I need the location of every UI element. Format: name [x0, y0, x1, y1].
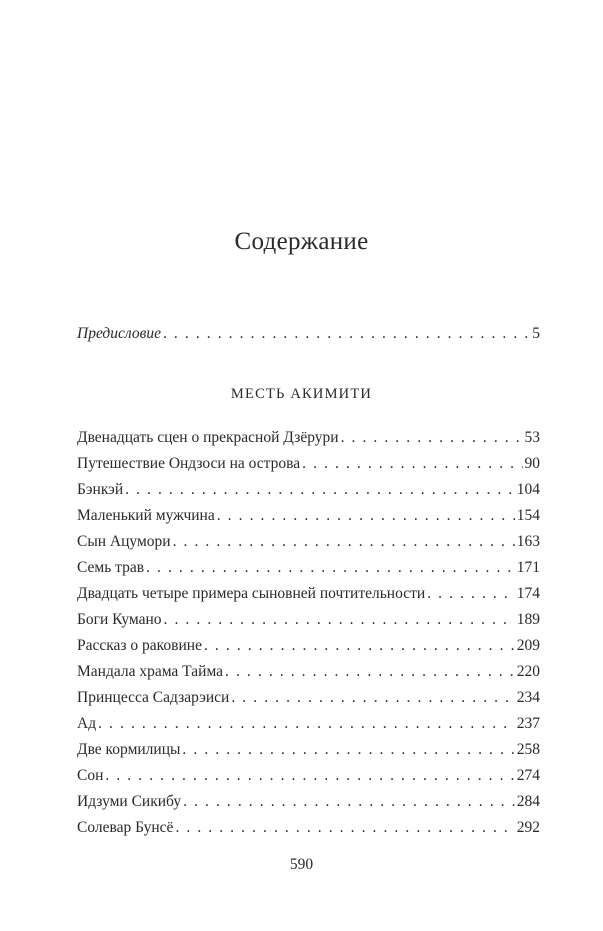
toc-entry-label: Бэнкэй — [77, 481, 124, 498]
toc-entry[interactable] — [77, 740, 540, 760]
toc-entry-label: Солевар Бунсё — [77, 819, 174, 836]
toc-entry[interactable] — [77, 610, 540, 630]
toc-entry-label: Сын Ацумори — [77, 533, 171, 550]
dot-leader — [175, 818, 514, 838]
toc-entry[interactable] — [77, 584, 540, 604]
toc-entry-label: Ад — [77, 715, 97, 732]
dot-leader — [225, 662, 515, 682]
toc-entry[interactable] — [77, 428, 540, 448]
toc-entry[interactable] — [77, 714, 540, 734]
dot-leader — [217, 506, 515, 526]
dot-leader — [341, 428, 523, 448]
dot-leader — [98, 714, 515, 734]
toc-entry-page: 154 — [516, 507, 540, 524]
toc-entry-page: 5 — [532, 325, 540, 342]
toc-entry-page: 174 — [516, 585, 540, 602]
toc-entry[interactable] — [77, 688, 540, 708]
toc-entry-label: Предисловие — [77, 325, 161, 342]
dot-leader — [183, 792, 515, 812]
toc-entry-page: 284 — [516, 793, 540, 810]
dot-leader — [125, 480, 515, 500]
toc-entry-page: 90 — [524, 455, 540, 472]
toc-entry-page: 220 — [516, 663, 540, 680]
toc-entry-label: Двенадцать сцен о прекрасной Дзёрури — [77, 429, 339, 446]
dot-leader — [302, 454, 522, 474]
toc-entry[interactable] — [77, 636, 540, 656]
toc-entry[interactable] — [77, 506, 540, 526]
toc-entry[interactable] — [77, 454, 540, 474]
section-title: МЕСТЬ АКИМИТИ — [230, 386, 373, 402]
toc-entry-preface[interactable] — [77, 324, 540, 344]
toc-entry-page: 104 — [516, 481, 540, 498]
toc-entry-label: Семь трав — [77, 559, 145, 576]
toc-entry[interactable] — [77, 480, 540, 500]
toc-entry-page: 234 — [516, 689, 540, 706]
dot-leader — [231, 688, 514, 708]
toc-entry[interactable] — [77, 532, 540, 552]
toc-entry-page: 171 — [516, 559, 540, 576]
toc-entry[interactable] — [77, 766, 540, 786]
toc-entry-page: 209 — [516, 637, 540, 654]
dot-leader — [204, 636, 515, 656]
page-number: 590 — [289, 856, 314, 873]
dot-leader — [182, 740, 514, 760]
toc-entry-page: 163 — [516, 533, 540, 550]
toc-entry-label: Маленький мужчина — [77, 507, 215, 524]
toc-entry-label: Мандала храма Тайма — [77, 663, 224, 680]
toc-entry-label: Принцесса Садзарэиси — [77, 689, 230, 706]
dot-leader — [173, 532, 515, 552]
toc-entry-page: 53 — [524, 429, 540, 446]
toc-entry-page: 292 — [516, 819, 540, 836]
page-title: Содержание — [234, 228, 369, 255]
dot-leader — [164, 610, 515, 630]
toc-entry-label: Рассказ о раковине — [77, 637, 202, 654]
toc-entry[interactable] — [77, 662, 540, 682]
dot-leader — [146, 558, 515, 578]
dot-leader — [163, 324, 530, 344]
toc-entry-page: 189 — [516, 611, 540, 628]
toc-entry-label: Сон — [77, 767, 104, 784]
toc-entry-page: 258 — [516, 741, 540, 758]
toc-entry-page: 274 — [516, 767, 540, 784]
toc-entry-label: Двадцать четыре примера сыновней почтительности — [77, 585, 426, 602]
toc-entry-page: 237 — [516, 715, 540, 732]
dot-leader — [427, 584, 515, 604]
toc-entry[interactable] — [77, 792, 540, 812]
toc-entry[interactable] — [77, 818, 540, 838]
toc-entry[interactable] — [77, 558, 540, 578]
toc-entry-label: Идзуми Сикибу — [77, 793, 182, 810]
toc-entry-label: Боги Кумано — [77, 611, 162, 628]
toc-entry-label: Путешествие Ондзоси на острова — [77, 455, 301, 472]
toc-entry-label: Две кормилицы — [77, 741, 181, 758]
dot-leader — [105, 766, 514, 786]
